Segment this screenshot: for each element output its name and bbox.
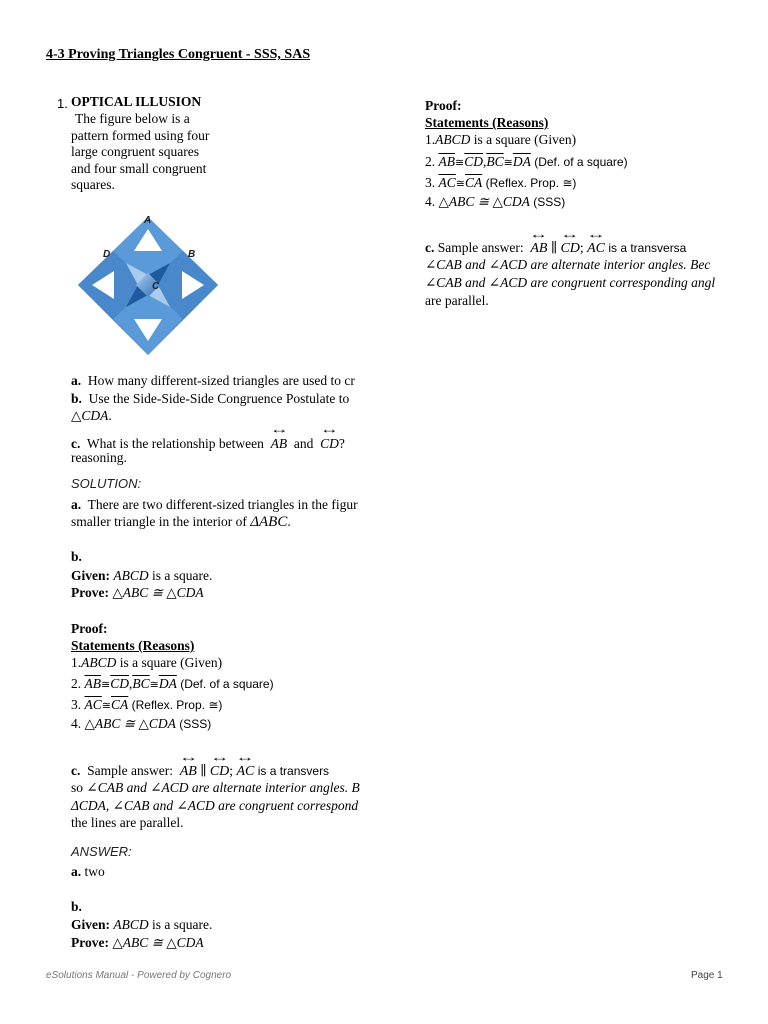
- right-c-line4: are parallel.: [425, 293, 489, 308]
- page-title: 4-3 Proving Triangles Congruent - SSS, SAS: [46, 47, 311, 62]
- optical-illusion-figure: [70, 210, 230, 358]
- solution-prove: Prove: △ABC ≅ △CDA: [71, 585, 204, 600]
- right-statement-4: 4. △ABC ≅ △CDA (SSS): [425, 194, 566, 209]
- solution-c-line4: the lines are parallel.: [71, 815, 184, 830]
- solution-b-label: b.: [71, 549, 82, 564]
- question-a: a. How many different-sized triangles are used to cr: [71, 373, 355, 388]
- line-ab: ↔ AB: [271, 432, 288, 452]
- right-statement-3: 3. $\overline{AC}≅\overline{CA}$ (Reflex. Prop. ≅): [425, 175, 577, 190]
- page-number: Page 1: [691, 970, 723, 981]
- intro-line: and four small congruent: [71, 160, 207, 176]
- solution-statement-1: 1.ABCD is a square (Given): [71, 655, 223, 670]
- solution-statement-2: 2. $\overline{AB}≅\overline{CD},\overline{BC}≅\overline{DA}$ (Def. of a square): [71, 676, 274, 691]
- solution-c-line2: so ∠CAB and ∠ACD are alternate interior angles. B: [71, 780, 360, 795]
- answer-a: a. two: [71, 864, 105, 879]
- solution-statements-label: Statements (Reasons): [71, 638, 195, 653]
- right-statement-1: 1.ABCD is a square (Given): [425, 132, 577, 147]
- question-c: c. What is the relationship between ↔ AB and ↔ CD?: [71, 432, 345, 452]
- solution-statement-4: 4. △ABC ≅ △CDA (SSS): [71, 716, 212, 731]
- right-proof-label: Proof:: [425, 98, 462, 113]
- solution-proof-label: Proof:: [71, 621, 108, 636]
- question-b-line2: △CDA.: [71, 408, 112, 423]
- intro-line: squares.: [71, 177, 115, 192]
- solution-given: Given: ABCD is a square.: [71, 568, 213, 583]
- right-c: c. Sample answer: ↔ AB ∥ ↔ CD; ↔ AC is a transversa: [425, 237, 686, 257]
- intro-line: large congruent squares: [71, 144, 199, 159]
- intro-line: The figure below is a: [75, 111, 190, 126]
- right-statements-label: Statements (Reasons): [425, 115, 549, 130]
- answer-given: Given: ABCD is a square.: [71, 917, 213, 932]
- vertex-label-a: A: [144, 215, 152, 226]
- answer-b-label: b.: [71, 899, 82, 914]
- solution-a-line2: smaller triangle in the interior of ΔABC.: [71, 514, 291, 530]
- right-c-line3: ∠CAB and ∠ACD are congruent corresponding angl: [425, 275, 716, 290]
- solution-label: SOLUTION:: [71, 476, 142, 491]
- solution-statement-3: 3. $\overline{AC}≅\overline{CA}$ (Reflex. Prop. ≅): [71, 697, 223, 712]
- answer-prove: Prove: △ABC ≅ △CDA: [71, 935, 204, 950]
- vertex-label-b: B: [188, 249, 196, 260]
- question-b: b. Use the Side-Side-Side Congruence Postulate to: [71, 391, 350, 406]
- footer-publisher: eSolutions Manual - Powered by Cognero: [46, 970, 232, 981]
- question-c-line2: reasoning.: [71, 450, 127, 465]
- intro-line: pattern formed using four: [71, 127, 210, 143]
- right-statement-2: 2. $\overline{AB}≅\overline{CD},\overline{BC}≅\overline{DA}$ (Def. of a square): [425, 154, 628, 169]
- solution-c: c. Sample answer: ↔ AB ∥ ↔ CD; ↔ AC is a transvers: [71, 760, 329, 780]
- solution-c-line3: ΔCDA, ∠CAB and ∠ACD are congruent correspond: [71, 798, 359, 813]
- answer-label: ANSWER:: [71, 844, 132, 859]
- problem-title: OPTICAL ILLUSION: [71, 94, 202, 109]
- solution-a: a. There are two different-sized triangles in the figur: [71, 497, 358, 512]
- vertex-label-c: C: [152, 281, 160, 292]
- line-cd: ↔ CD: [320, 432, 339, 452]
- right-c-line2: ∠CAB and ∠ACD are alternate interior angles. Bec: [425, 257, 711, 272]
- problem-intro: [71, 111, 209, 194]
- problem-number: 1.: [57, 96, 68, 111]
- vertex-label-d: D: [103, 249, 111, 260]
